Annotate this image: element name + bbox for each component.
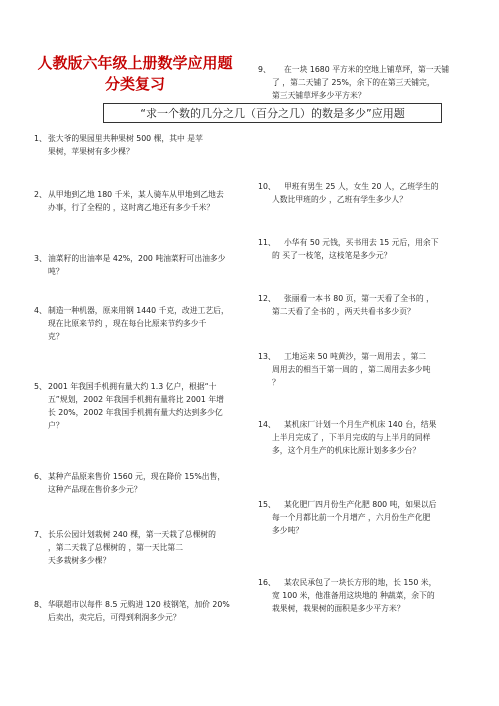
question-text-line: 多，这个月生产的机床比原计划多多少台？ xyxy=(272,446,421,455)
question-1 xyxy=(34,132,203,158)
question-15 xyxy=(258,498,436,537)
question-text-line: 果树，苹果树有多少棵？ xyxy=(48,147,134,156)
question-number: 10、 xyxy=(258,182,276,191)
question-6 xyxy=(34,470,225,496)
question-14 xyxy=(258,418,436,457)
question-text-line: 在一块 1680 平方米的空地上铺草坪，第一天铺 xyxy=(284,65,450,74)
question-number: 14、 xyxy=(258,420,276,429)
question-number: 16、 xyxy=(258,578,276,587)
question-12 xyxy=(258,292,434,318)
question-text-line: 办事，行了全程的 ，这时离乙地还有多少千米？ xyxy=(48,203,215,212)
question-11 xyxy=(258,236,439,262)
question-9 xyxy=(258,63,449,102)
question-text-line: 天多栽树多少棵？ xyxy=(48,556,111,565)
question-text-line: 从甲地到乙地 180 千米，某人骑车从甲地到乙地去 xyxy=(48,190,224,199)
question-text-line: 后卖出，卖完后，可得到利润多少元？ xyxy=(48,613,181,622)
question-text-line: 克？ xyxy=(48,332,64,341)
question-number: 5、 xyxy=(34,382,47,391)
question-number: 8、 xyxy=(34,600,47,609)
question-text-line: 第二天看了全书的 ，两天共看书多少页？ xyxy=(272,307,415,316)
question-text-line: 长 20%，2002 年我国手机拥有量大约达到多少亿 xyxy=(48,408,223,417)
question-text-line: 某机床厂计划一个月生产机床 140 台，结果 xyxy=(284,420,437,429)
question-text-line: 某农民承包了一块长方形的地，长 150 米， xyxy=(284,578,437,587)
question-text-line: 吨？ xyxy=(48,267,64,276)
question-text-line: 五”规划，2002 年我国手机拥有量将比 2001 年增 xyxy=(48,395,224,404)
question-text-line: 宽 100 米，他准备用这块地的 种蔬菜，余下的 xyxy=(272,591,435,600)
question-text-line: 了 ，第二天铺了 25%，余下的在第三天铺完， xyxy=(272,78,435,87)
question-13 xyxy=(258,350,430,389)
question-text-line: ？ xyxy=(272,378,280,387)
question-text-line: 每一个月都比前一个月增产 ，六月份生产化肥 xyxy=(272,513,431,522)
question-text-line: 小华有 50 元钱，买书用去 15 元后，用余下 xyxy=(284,238,439,247)
question-text-line: 华联超市以每件 8.5 元购进 120 枝钢笔，加价 20% xyxy=(48,600,230,609)
question-text-line: 张丽看一本书 80 页，第一天看了全书的 ， xyxy=(284,294,434,303)
worksheet-title: 人教版六年级上册数学应用题 xyxy=(37,54,233,72)
question-text-line: 现在比原来节约 ，现在每台比原来节约多少千 xyxy=(48,319,207,328)
question-text-line: 甲班有男生 25 人，女生 20 人，乙班学生的 xyxy=(284,182,439,191)
question-number: 15、 xyxy=(258,500,276,509)
question-text-line: 制造一种机器，原来用钢 1440 千克，改进工艺后， xyxy=(48,306,229,315)
question-text-line: 第三天铺草坪多少平方米？ xyxy=(272,91,366,100)
question-text-line: 工地运来 50 吨黄沙，第一周用去 ，第二 xyxy=(284,352,427,361)
question-5 xyxy=(34,380,224,432)
question-number: 13、 xyxy=(258,352,276,361)
question-10 xyxy=(258,180,439,206)
question-text-line: 上半月完成了 ，下半月完成的与上半月的同样 xyxy=(272,433,431,442)
question-text-line: 这种产品现在售价多少元？ xyxy=(48,485,142,494)
question-number: 11、 xyxy=(258,238,276,247)
question-number: 1、 xyxy=(34,134,47,143)
question-number: 3、 xyxy=(34,254,47,263)
question-text-line: 2001 年我国手机拥有量大约 1.3 亿户，根据“十 xyxy=(48,382,217,391)
question-number: 2、 xyxy=(34,190,47,199)
question-text-line: 栽果树，栽果树的面积是多少平方米？ xyxy=(272,604,405,613)
question-number: 12、 xyxy=(258,294,276,303)
question-7 xyxy=(34,528,216,567)
question-3 xyxy=(34,252,226,278)
question-text-line: 的 买了一枝笔，这枝笔是多少元？ xyxy=(272,251,392,260)
question-text-line: 油菜籽的出油率是 42%，200 吨油菜籽可出油多少 xyxy=(48,254,226,263)
question-text-line: 多少吨？ xyxy=(272,526,304,535)
worksheet-subtitle: 分类复习 xyxy=(104,75,165,93)
question-number: 7、 xyxy=(34,530,47,539)
question-number: 9、 xyxy=(258,65,271,74)
question-text-line: 户？ xyxy=(48,421,64,430)
question-8 xyxy=(34,598,230,624)
question-number: 4、 xyxy=(34,306,47,315)
question-text-line: 长乐公园计划栽树 240 棵，第一天栽了总棵树的 xyxy=(48,530,216,539)
question-text-line: 周用去的相当于第一周的 ，第二周用去多少吨 xyxy=(272,365,431,374)
question-2 xyxy=(34,188,224,214)
question-text-line: ，第二天栽了总棵树的 ，第一天比第二 xyxy=(48,543,184,552)
question-number: 6、 xyxy=(34,472,47,481)
question-text-line: 人数比甲班的少 ，乙班有学生多少人？ xyxy=(272,195,408,204)
question-text-line: 张大爷的果园里共种果树 500 棵，其中 是苹 xyxy=(48,134,203,143)
question-text-line: 某化肥厂四月份生产化肥 800 吨，如果以后 xyxy=(284,500,437,509)
question-4 xyxy=(34,304,229,343)
question-16 xyxy=(258,576,436,615)
topic-heading: “求一个数的几分之几（百分之几）的数是多少”应用题 xyxy=(103,103,442,123)
question-text-line: 某种产品原来售价 1560 元，现在降价 15%出售， xyxy=(48,472,226,481)
